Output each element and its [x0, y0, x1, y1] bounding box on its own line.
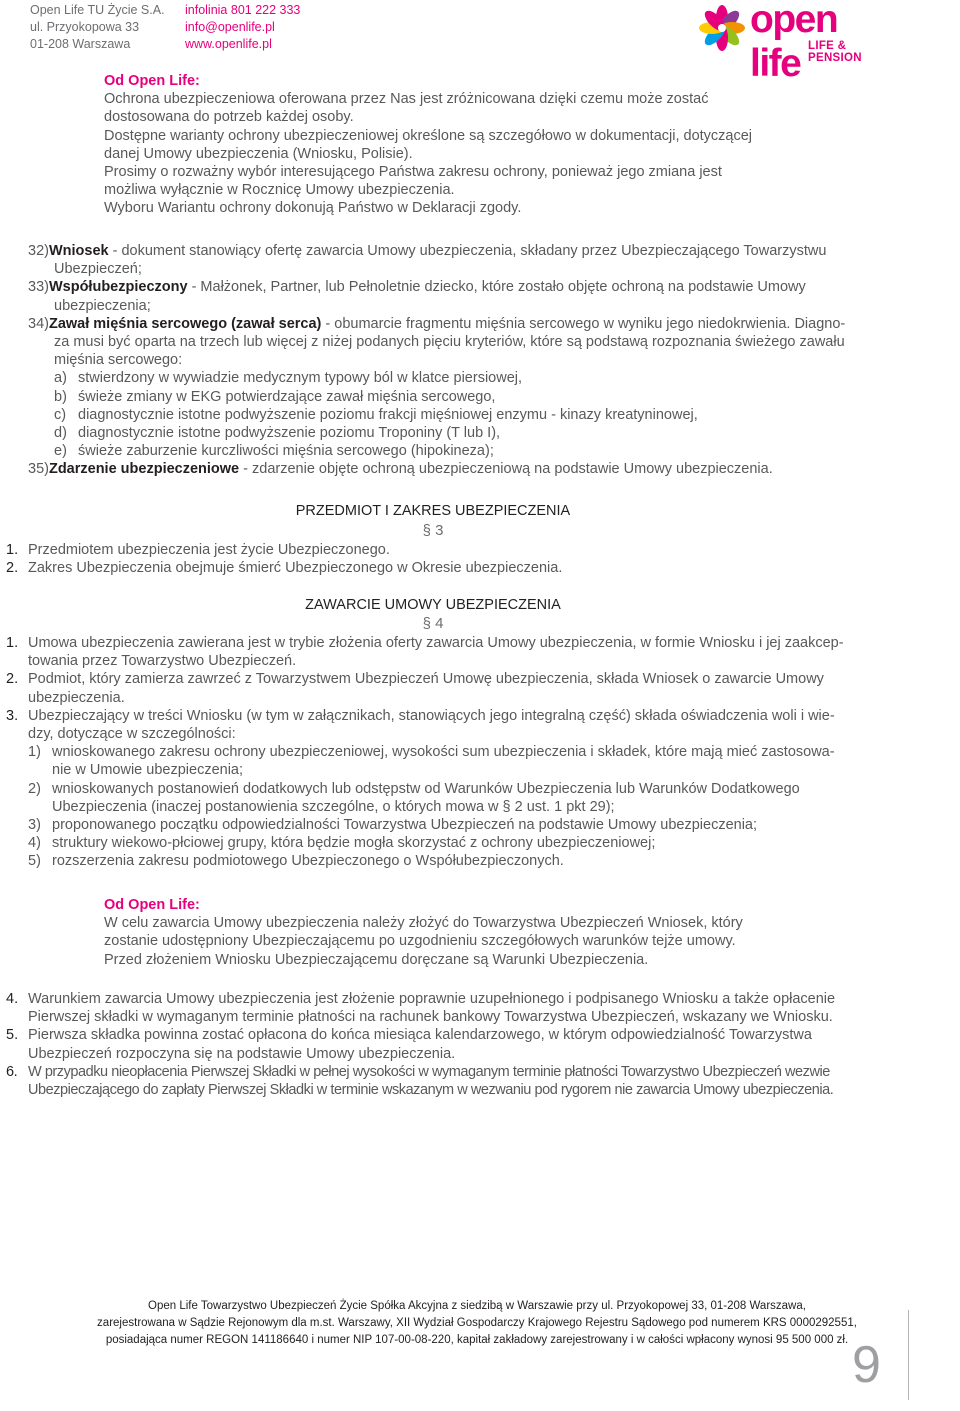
- item-number: 1.: [6, 635, 19, 651]
- definition-35: [28, 460, 908, 478]
- definition-number: 33): [28, 279, 49, 296]
- item-text: Warunkiem zawarcia Umowy ubezpieczenia jest złożenie poprawnie uzupełnionego i podpisanego Wniosku a także opłacenie: [28, 991, 836, 1007]
- definition-33: [28, 278, 908, 296]
- item-text: Pierwsza składka powinna zostać opłacona do końca miesiąca kalendarzowego, w którym odpowiedzialność Towarzystwa: [28, 1027, 812, 1044]
- criteria-label: a): [54, 370, 67, 387]
- sub-text: rozszerzenia zakresu podmiotowego Ubezpieczonego o Współubezpieczonych.: [52, 853, 564, 870]
- definition-term: Zawał mięśnia sercowego (zawał serca): [48, 315, 322, 332]
- definition-cont: za musi być oparta na trzech lub więcej z niżej podanych pięciu kryteriów, które są podstawą rozpoznania świeżego zawału: [54, 334, 845, 351]
- definition-34: [28, 315, 908, 333]
- sub-number: 2): [28, 780, 41, 797]
- section-4-list: [6, 634, 886, 871]
- section-3-sign: § 3: [422, 522, 444, 539]
- definition-cont: mięśnia sercowego:: [54, 352, 183, 369]
- item-cont: Pierwszej składki w wymaganym terminie płatności na rachunek bankowy Towarzystwa Ubezpieczeń, wskazany we Wniosku.: [28, 1009, 833, 1026]
- section-4-list-continued: [6, 990, 886, 1099]
- item-number: 2.: [6, 560, 19, 577]
- note-line: W celu zawarcia Umowy ubezpieczenia należy złożyć do Towarzystwa Ubezpieczeń Wniosek, który: [104, 915, 743, 932]
- item-cont: Ubezpieczeń rozpoczyna się na podstawie Umowy ubezpieczenia.: [28, 1045, 456, 1062]
- item-number: 6.: [6, 1063, 18, 1080]
- item-number: 3.: [6, 707, 19, 724]
- sub-cont: nie w Umowie ubezpieczenia;: [52, 762, 244, 779]
- sub-item: [6, 852, 886, 870]
- definitions-list: [28, 242, 908, 479]
- item-cont: dzy, dotyczące w szczególności:: [28, 726, 236, 743]
- definition-term: Zdarzenie ubezpieczeniowe: [48, 461, 240, 478]
- intro-line: Wyboru Wariantu ochrony dokonują Państwo w Deklaracji zgody.: [104, 200, 522, 217]
- criteria-label: e): [54, 443, 67, 460]
- sub-number: 1): [28, 744, 41, 761]
- company-name: Open Life TU Życie S.A.: [30, 3, 165, 17]
- sub-text: wnioskowanych postanowień dodatkowych lub odstępstw od Warunków Ubezpieczenia lub Warunków Dodatkowego: [52, 780, 800, 797]
- sub-item: [6, 780, 886, 798]
- item-number: 2.: [6, 671, 19, 688]
- definition-cont: ubezpieczenia;: [54, 297, 151, 314]
- section-4-item-4: [6, 990, 886, 1008]
- intro-line: Ochrona ubezpieczeniowa oferowana przez Nas jest zróżnicowana dzięki czemu może zostać: [104, 91, 709, 108]
- intro-title: Od Open Life:: [104, 73, 200, 89]
- item-number: 4.: [6, 991, 19, 1007]
- section-4-item-5: [6, 1026, 886, 1044]
- intro-line: Dostępne warianty ochrony ubezpieczeniowej określone są szczegółowo w dokumentacji, dotyczącej: [104, 127, 753, 144]
- footer-line: zarejestrowana w Sądzie Rejonowym dla m.st. Warszawy, XII Wydział Gospodarczy Krajowego Rejestru Sądowego pod numerem KRS 0000292551,: [97, 1317, 857, 1329]
- note-title: Od Open Life:: [104, 897, 200, 913]
- criteria-text: diagnostycznie istotne podwyższenie poziomu frakcji mięśniowej enzymu - kinazy kreatyninowej,: [78, 406, 698, 423]
- item-text: Przedmiotem ubezpieczenia jest życie Ubezpieczonego.: [28, 542, 390, 558]
- section-3-item: [6, 559, 562, 577]
- criteria-label: b): [54, 388, 67, 405]
- contract-note: [104, 896, 743, 969]
- page-number: 9: [852, 1336, 881, 1394]
- criteria-text: świeże zmiany w EKG potwierdzające zawał mięśnia sercowego,: [78, 388, 496, 405]
- section-3-item: [6, 541, 562, 559]
- definition-text: - dokument stanowiący ofertę zawarcia Umowy ubezpieczenia, składany przez Ubezpieczającego Towarzystwu: [108, 243, 827, 259]
- company-address: [30, 2, 165, 53]
- footer-line: Open Life Towarzystwo Ubezpieczeń Życie Spółka Akcyjna z siedzibą w Warszawie przy ul. Przyokopowej 33, 01-208 Warszawa,: [148, 1300, 806, 1312]
- item-text: Zakres Ubezpieczenia obejmuje śmierć Ubezpieczonego w Okresie ubezpieczenia.: [28, 560, 563, 577]
- item-cont: ubezpieczenia.: [28, 689, 125, 706]
- item-text: Umowa ubezpieczenia zawierana jest w trybie złożenia oferty zawarcia Umowy ubezpieczenia, w formie Wniosku i jej zaakcep-: [28, 635, 844, 651]
- company-city: 01-208 Warszawa: [30, 37, 131, 51]
- footer-divider: [908, 1310, 909, 1400]
- legal-footer: [60, 1298, 894, 1349]
- company-street: ul. Przyokopowa 33: [30, 20, 140, 34]
- section-4-title: ZAWARCIE UMOWY UBEZPIECZENIA: [305, 597, 561, 613]
- criteria-item: [28, 424, 908, 442]
- section-4-item-2: [6, 670, 886, 688]
- definition-number: 35): [28, 461, 49, 478]
- item-cont: towania przez Towarzystwo Ubezpieczeń.: [28, 653, 297, 670]
- item-number: 5.: [6, 1027, 19, 1044]
- note-line: Przed złożeniem Wniosku Ubezpieczającemu doręczane są Warunki Ubezpieczenia.: [104, 951, 649, 968]
- intro-line: danej Umowy ubezpieczenia (Wniosku, Polisie).: [104, 145, 413, 162]
- website-link[interactable]: www.openlife.pl: [185, 37, 272, 51]
- logo-wordmark: open life: [750, 0, 838, 85]
- criteria-item: [28, 388, 908, 406]
- sub-cont: Ubezpieczenia (inaczej postanowienia szczególne, o których mowa w § 2 ust. 1 pkt 29);: [52, 798, 615, 815]
- note-line: zostanie udostępniony Ubezpieczającemu po uzgodnieniu szczegółowych warunków tejże umowy.: [104, 933, 736, 950]
- email-link[interactable]: info@openlife.pl: [185, 20, 275, 34]
- sub-item: [6, 834, 886, 852]
- definition-32: [28, 242, 908, 260]
- intro-line: Prosimy o rozważny wybór interesującego Państwa zakresu ochrony, ponieważ jego zmiana jest: [104, 164, 722, 181]
- section-4-item-3: [6, 707, 886, 725]
- footer-line: posiadająca numer REGON 141186640 i numer NIP 107-00-08-220, kapitał zakładowy zarejestrowany i w całości wpłacony wynosi 95 500 000 zł.: [105, 1334, 849, 1346]
- flower-icon: [698, 4, 748, 54]
- item-text: Ubezpieczający w treści Wniosku (w tym w załącznikach, stanowiących jego integralną część) składa oświadczenia woli i wie-: [28, 707, 835, 724]
- criteria-item: [28, 406, 908, 424]
- criteria-label: c): [54, 406, 67, 423]
- criteria-item: [28, 369, 908, 387]
- criteria-text: stwierdzony w wywiadzie medycznym typowy ból w klatce piersiowej,: [78, 370, 523, 387]
- section-3-list: [6, 541, 562, 577]
- sub-number: 3): [28, 817, 41, 834]
- sub-text: wnioskowanego zakresu ochrony ubezpieczeniowej, wysokości sum ubezpieczenia i składek, które mają mieć zastosowa-: [52, 744, 835, 761]
- criteria-item: [28, 442, 908, 460]
- sub-item: [6, 816, 886, 834]
- definition-text: - zdarzenie objęte ochroną ubezpieczeniową na podstawie Umowy ubezpieczenia.: [239, 461, 773, 478]
- definition-term: Współubezpieczony: [48, 279, 188, 296]
- definition-number: 32): [28, 243, 49, 259]
- definition-number: 34): [28, 315, 49, 332]
- item-number: 1.: [6, 542, 19, 558]
- section-3-title: PRZEDMIOT I ZAKRES UBEZPIECZENIA: [295, 503, 571, 519]
- definition-text: - obumarcie fragmentu mięśnia sercowego w wyniku jego niedokrwienia. Diagno-: [321, 315, 846, 332]
- contact-info: [185, 2, 300, 53]
- criteria-label: d): [54, 425, 67, 442]
- logo-tagline: LIFE & PENSION: [808, 40, 862, 64]
- sub-number: 5): [28, 853, 41, 870]
- definition-term: Wniosek: [48, 243, 109, 259]
- definition-text: - Małżonek, Partner, lub Pełnoletnie dziecko, które zostało objęte ochroną na podstawie Umowy: [187, 279, 806, 296]
- definition-cont: Ubezpieczeń;: [54, 261, 142, 278]
- hotline: infolinia 801 222 333: [185, 3, 301, 17]
- criteria-text: diagnostycznie istotne podwyższenie poziomu Troponiny (T lub I),: [78, 425, 501, 442]
- sub-number: 4): [28, 835, 41, 852]
- intro-note: [104, 72, 752, 218]
- section-4-sign: § 4: [422, 615, 444, 632]
- item-cont: Ubezpieczającego do zapłaty Pierwszej Składki w terminie wskazanym w wezwaniu pod rygorem nie zawarcia Umowy ubezpieczenia.: [28, 1082, 834, 1099]
- item-text: W przypadku nieopłacenia Pierwszej Składki w pełnej wysokości w wymaganym terminie płatności Towarzystwo Ubezpieczeń wezwie: [28, 1063, 830, 1080]
- openlife-logo: [698, 0, 878, 85]
- intro-line: możliwa wyłącznie w Rocznicę Umowy ubezpieczenia.: [104, 182, 455, 199]
- sub-text: struktury wiekowo-płciowej grupy, która będzie mogła skorzystać z ochrony ubezpieczeniowej;: [52, 835, 656, 852]
- criteria-text: świeże zaburzenie kurczliwości mięśnia sercowego (hipokineza);: [78, 443, 494, 460]
- section-4-item-1: [6, 634, 886, 652]
- intro-line: dostosowana do potrzeb każdej osoby.: [104, 109, 354, 126]
- section-4-item-6: [6, 1063, 886, 1081]
- item-text: Podmiot, który zamierza zawrzeć z Towarzystwem Ubezpieczeń Umowę ubezpieczenia, składa Wniosek o zawarcie Umowy: [28, 671, 824, 688]
- sub-text: proponowanego początku odpowiedzialności Towarzystwa Ubezpieczeń na podstawie Umowy ubezpieczenia;: [52, 817, 758, 834]
- sub-item: [6, 743, 886, 761]
